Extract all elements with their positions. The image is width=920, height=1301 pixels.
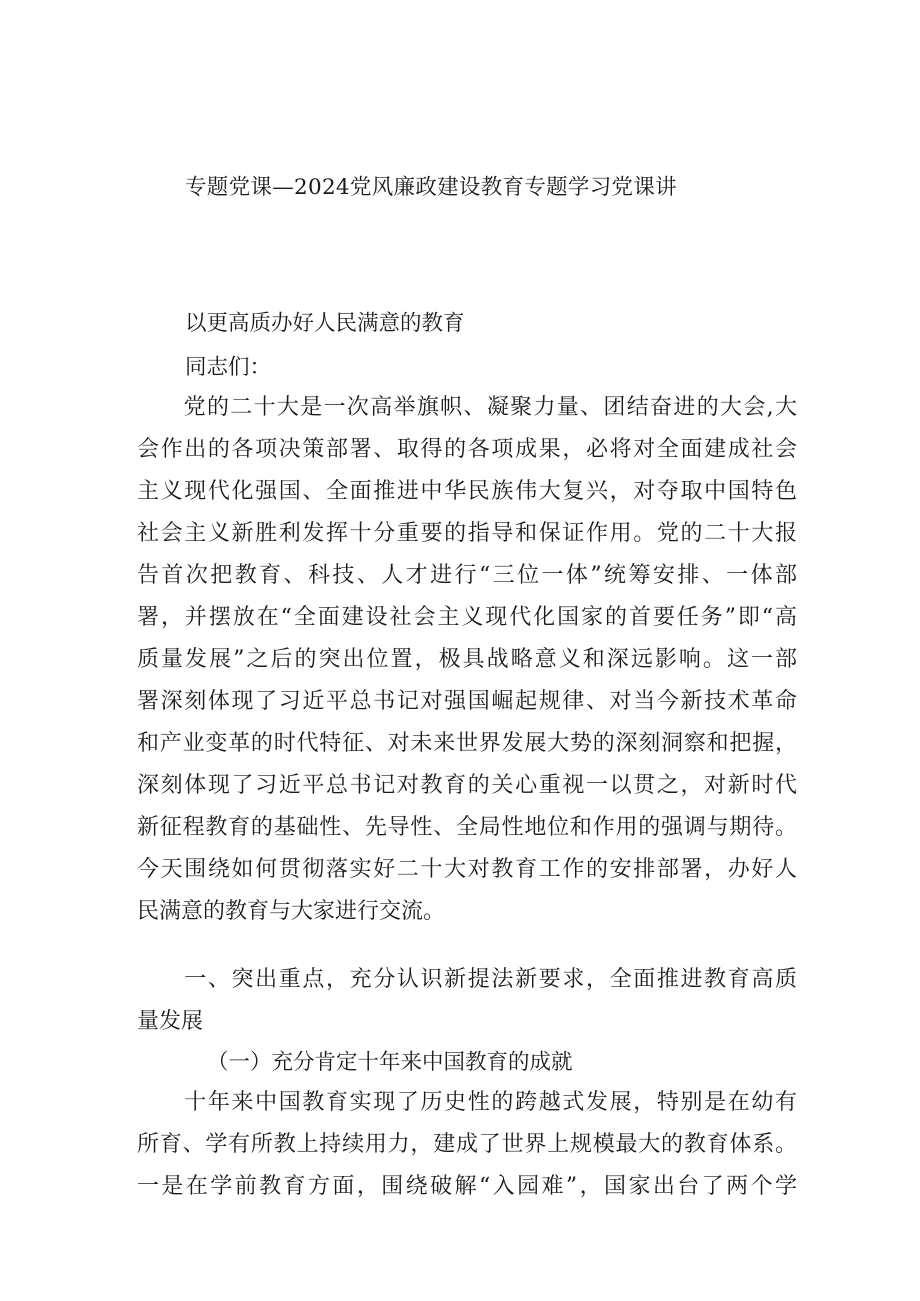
paragraph-line: 署深刻体现了习近平总书记对强国崛起规律、对当今新技术革命 — [137, 689, 797, 714]
paragraph-line: 署，并摆放在“全面建设社会主义现代化国家的首要任务”即“高 — [137, 605, 797, 630]
subsection-heading-1: （一）充分肯定十年来中国教育的成就 — [207, 1050, 573, 1075]
paragraph-line: 深刻体现了习近平总书记对教育的关心重视一以贯之，对新时代 — [137, 773, 797, 798]
paragraph-line: 所育、学有所教上持续用力，建成了世界上规模最大的教育体系。 — [137, 1132, 797, 1157]
paragraph-line: 社会主义新胜利发挥十分重要的指导和保证作用。党的二十大报 — [137, 521, 797, 546]
heading-line: 量发展 — [137, 1009, 204, 1034]
paragraph-line: 新征程教育的基础性、先导性、全局性地位和作用的强调与期待。 — [137, 815, 797, 840]
paragraph-line: 和产业变革的时代特征、对未来世界发展大势的深刻洞察和把握， — [137, 731, 797, 756]
paragraph-line: 会作出的各项决策部署、取得的各项成果，必将对全面建成社会 — [137, 437, 797, 462]
paragraph-line: 告首次把教育、科技、人才进行“三位一体”统筹安排、一体部 — [137, 563, 797, 588]
greeting: 同志们： — [185, 355, 272, 380]
paragraph-intro — [137, 387, 797, 933]
paragraph-achievements — [137, 1082, 797, 1208]
document-title: 专题党课—2024党风廉政建设教育专题学习党课讲 — [185, 175, 677, 200]
paragraph-line: 一是在学前教育方面，围绕破解“入园难”，国家出台了两个学 — [137, 1174, 797, 1199]
document-subtitle: 以更高质办好人民满意的教育 — [185, 311, 465, 336]
paragraph-line: 十年来中国教育实现了历史性的跨越式发展，特别是在幼有 — [137, 1090, 797, 1115]
paragraph-line: 主义现代化强国、全面推进中华民族伟大复兴，对夺取中国特色 — [137, 479, 797, 504]
section-heading-1 — [137, 959, 797, 1043]
heading-line: 一、突出重点，充分认识新提法新要求，全面推进教育高质 — [137, 967, 797, 992]
paragraph-line: 今天围绕如何贯彻落实好二十大对教育工作的安排部署，办好人 — [137, 857, 797, 882]
paragraph-line: 民满意的教育与大家进行交流。 — [137, 899, 446, 924]
paragraph-line: 党的二十大是一次高举旗帜、凝聚力量、团结奋进的大会,大 — [137, 395, 797, 420]
paragraph-line: 质量发展”之后的突出位置，极具战略意义和深远影响。这一部 — [137, 647, 797, 672]
